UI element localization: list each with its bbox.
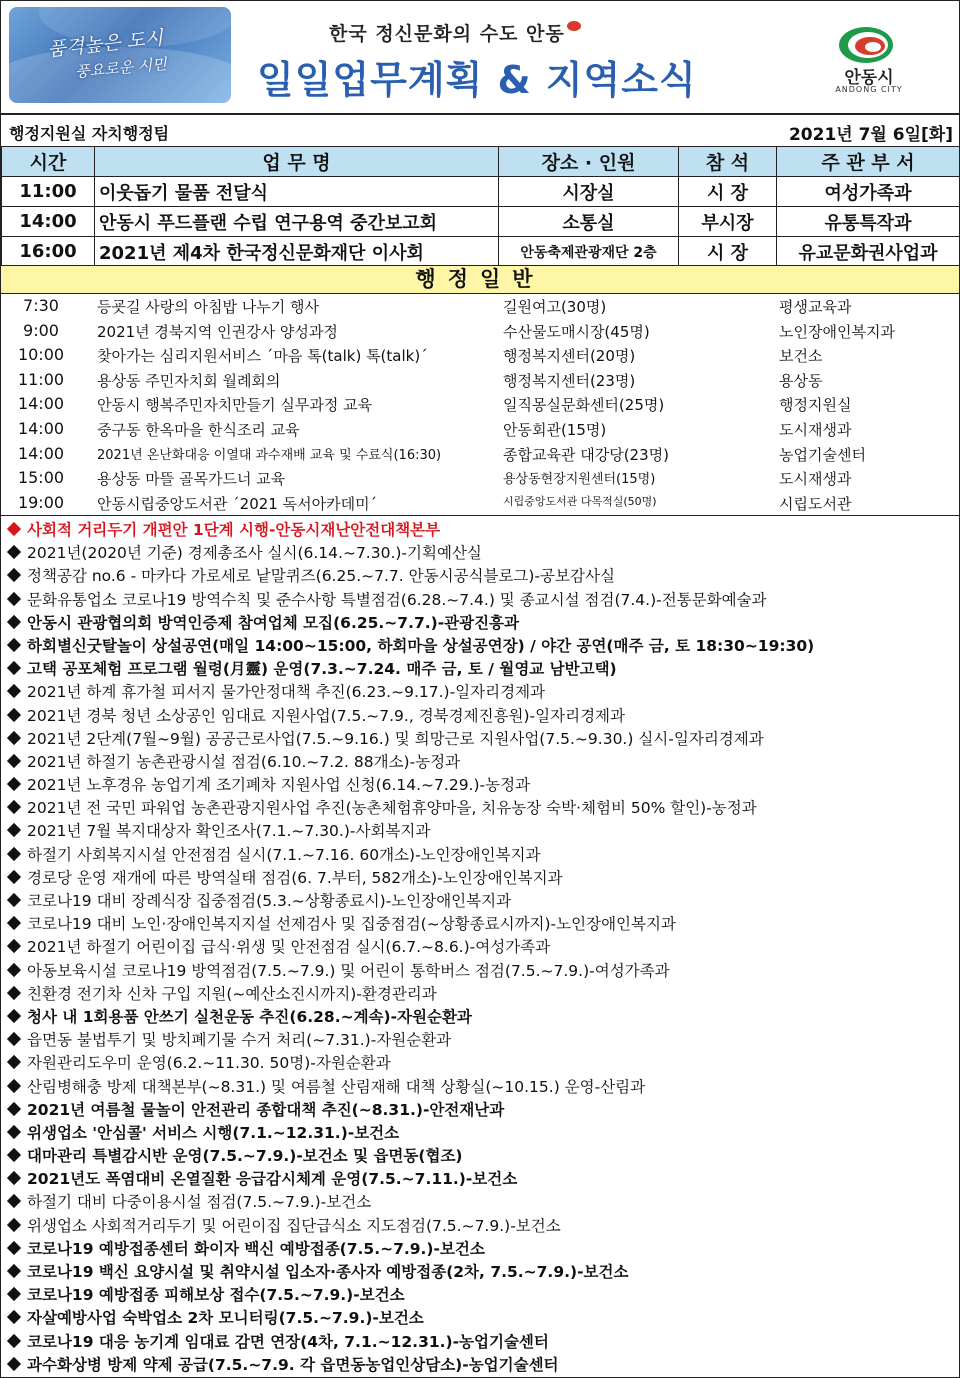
news-text: 2021년 전 국민 파워업 농촌관광지원사업 추진(농촌체험휴양마을, 치유농장 숙박·체험비 50% 할인)-농정과 [27,799,757,818]
list-item [1,465,959,490]
item-place: 용상동현장지원센터(15명) [503,472,656,488]
cell-attendee: 시 장 [679,237,777,267]
news-text: 2021년 하절기 어린이집 급식·위생 및 안전점검 실시(6.7.~8.6.)-여성가족과 [27,938,551,957]
diamond-bullet-icon [7,1009,21,1023]
diamond-bullet-icon [7,1125,21,1139]
news-text: 과수화상병 방제 약제 공급(7.5.~7.9. 각 읍면동농업인상담소)-농업기술센터 [27,1355,559,1374]
item-dept: 시립도서관 [779,494,852,513]
diamond-bullet-icon [7,1333,21,1347]
diamond-bullet-icon [7,1194,21,1208]
item-dept: 보건소 [779,347,823,366]
diamond-bullet-icon [7,731,21,745]
list-item [6,1354,954,1377]
news-text: 읍면동 불법투기 및 방치폐기물 수거 처리(~7.31.)-자원순환과 [27,1031,452,1050]
news-text: 2021년 2단계(7월~9월) 공공근로사업(7.5.~9.16.) 및 희망근로 지원사업(7.5.~9.30.) 실시-일자리경제과 [27,729,764,748]
item-place: 종합교육관 대강당(23명) [503,445,669,464]
diamond-bullet-icon [7,893,21,907]
item-title: 2021년 온난화대응 이열대 과수재배 교육 및 수료식(16:30) [97,447,442,463]
item-place: 안동회관(15명) [503,420,607,439]
diamond-bullet-icon [7,1357,21,1371]
news-text: 2021년 7월 복지대상자 확인조사(7.1.~7.30.)-사회복지과 [27,822,431,841]
list-item [6,960,954,983]
info-bar [1,113,959,148]
item-time: 10:00 [17,345,65,365]
list-item [6,774,954,797]
table-row [2,207,960,237]
news-text: 안동시 관광협의회 방역인증제 참여업체 모집(6.25.~7.7.)-관광진흥과 [27,613,520,632]
cell-title: 이웃돕기 물품 전달식 [95,177,499,207]
list-item [6,1029,954,1052]
item-dept: 노인장애인복지과 [779,322,895,341]
list-item [6,1261,954,1284]
list-item [6,1168,954,1191]
item-title: 등굣길 사랑의 아침밥 나누기 행사 [97,298,319,316]
news-text: 코로나19 대비 노인·장애인복지지설 선제검사 및 집중점검(~상황종료시까지)-노인장애인복지과 [27,915,676,934]
list-item [6,1331,954,1354]
diamond-bullet-icon [7,870,21,884]
news-text: 정책공감 no.6 - 마카다 가로세로 낱말퀴즈(6.25.~7.7. 안동시공식블로그)-공보감사실 [27,567,615,586]
andong-logo-icon [837,25,895,65]
city-banner-image [9,7,231,103]
cell-dept: 여성가족과 [777,177,960,207]
cell-dept: 유통특작과 [777,207,960,237]
schedule-header-row [2,147,960,177]
item-place: 시립중앙도서관 다목적실(50명) [503,494,657,508]
news-text: 코로나19 예방접종 피해보상 접수(7.5.~7.9.)-보건소 [27,1286,405,1305]
list-item [1,293,959,318]
list-item [6,844,954,867]
news-text: 하절기 사회복지시설 안전점검 실시(7.1.~7.16. 60개소)-노인장애인복지과 [27,845,541,864]
header-attendee: 참 석 [679,147,777,177]
list-item [6,983,954,1006]
diamond-bullet-icon [7,986,21,1000]
list-item [1,416,959,441]
item-dept: 행정지원실 [779,396,852,415]
cell-title: 안동시 푸드플랜 수립 연구용역 중간보고회 [95,207,499,237]
item-place: 행정복지센터(23명) [503,371,636,390]
item-time: 14:00 [17,394,65,414]
news-text: 하절기 대비 다중이용시설 점검(7.5.~7.9.)-보건소 [27,1193,372,1212]
news-text: 2021년 경북 청년 소상공인 임대료 지원사업(7.5.~7.9., 경북경제진흥원)-일자리경제과 [27,706,625,725]
diamond-bullet-icon [7,707,21,721]
diamond-bullet-icon [7,823,21,837]
list-item [6,728,954,751]
item-title: 용상동 주민자치회 월례회의 [97,371,281,390]
item-place: 길원여고(30명) [503,298,607,316]
list-item [6,1284,954,1307]
news-text: 위생업소 사회적거리두기 및 어린이집 집단급식소 지도점검(7.5.~7.9.)-보건소 [27,1216,561,1235]
diamond-bullet-icon [7,568,21,582]
table-row [2,177,960,207]
news-text: 대마관리 특별감시반 운영(7.5.~7.9.)-보건소 및 읍면동(협조) [27,1147,463,1166]
cell-place: 시장실 [499,177,679,207]
table-row [2,237,960,267]
news-list [6,519,954,1377]
list-item [6,589,954,612]
news-text: 2021년 하절기 농촌관광시설 점검(6.10.~7.2. 88개소)-농정과 [27,752,461,771]
item-time: 15:00 [17,468,65,488]
item-title: 2021년 경북지역 인권강사 양성과정 [97,322,338,341]
slogan [329,19,581,46]
news-text: 고택 공포체험 프로그램 월령(月靈) 운영(7.3.~7.24. 매주 금, 토 / 월영교 남반고택) [27,660,617,679]
diamond-bullet-icon [7,1102,21,1116]
diamond-bullet-icon [7,591,21,605]
list-item [6,1215,954,1238]
list-item [6,1122,954,1145]
diamond-bullet-icon [7,916,21,930]
list-item [6,1076,954,1099]
news-text: 자원관리도우미 운영(6.2.~11.30. 50명)-자원순환과 [27,1054,391,1073]
cell-attendee: 시 장 [679,177,777,207]
slogan-text: 한국 정신문화의 수도 안동 [329,23,565,45]
list-item [6,936,954,959]
cell-place: 소통실 [499,207,679,237]
news-text: 아동보육시설 코로나19 방역점검(7.5.~7.9.) 및 어린이 통학버스 점검(7.5.~7.9.)-여성가족과 [27,961,670,980]
header-task: 업 무 명 [95,147,499,177]
diamond-bullet-icon [7,1287,21,1301]
list-item [6,1099,954,1122]
news-text: 사회적 거리두기 개편안 1단계 시행-안동시재난안전대책본부 [27,521,441,539]
logo-subtext: ANDONG CITY [835,85,903,94]
item-title: 안동시립중앙도서관 ´2021 독서아카데미´ [97,494,378,513]
list-item [6,1191,954,1214]
news-text: 2021년도 폭염대비 온열질환 응급감시체계 운영(7.5.~7.11.)-보건소 [27,1170,518,1189]
general-list [1,293,959,514]
diamond-bullet-icon [7,1310,21,1324]
slogan-mark-icon [567,21,581,31]
news-text: 문화유통업소 코로나19 방역수칙 및 준수사항 특별점검(6.28.~7.4.) 및 종교시설 점검(7.4.)-전통문화예술과 [27,590,767,609]
section-divider [1,515,959,516]
list-item [6,797,954,820]
cell-time: 16:00 [2,237,95,267]
list-item [6,658,954,681]
diamond-bullet-icon [7,638,21,652]
date: 2021년 7월 6일[화] [788,125,953,145]
list-item [6,1307,954,1330]
general-section-header: 행정일반 [1,265,959,294]
item-time: 19:00 [17,492,65,512]
cell-time: 11:00 [2,177,95,207]
news-text: 코로나19 백신 요양시설 및 취약시설 입소자·종사자 예방접종(2차, 7.5.~7.9.)-보건소 [27,1263,629,1281]
organization: 행정지원실 자치행정팀 [9,124,170,143]
diamond-bullet-icon [7,545,21,559]
item-place: 일직몽실문화센터(25명) [503,396,665,415]
page-title: 일일업무계획 & 지역소식 [257,58,697,102]
news-text: 하회별신굿탈놀이 상설공연(매일 14:00~15:00, 하회마을 상설공연장) / 야간 공연(매주 금, 토 18:30~19:30) [27,636,815,655]
diamond-bullet-icon [7,1241,21,1255]
diamond-bullet-icon [7,615,21,629]
list-item [6,705,954,728]
news-text: 청사 내 1회용품 안쓰기 실천운동 추진(6.28.~계속)-자원순환과 [27,1007,472,1026]
item-title: 찾아가는 심리지원서비스 ´마음 톡(talk) 톡(talk)´ [97,347,428,366]
list-item [6,751,954,774]
list-item [6,890,954,913]
news-text: 코로나19 대응 농기계 임대료 감면 연장(4차, 7.1.~12.31.)-농업기술센터 [27,1332,549,1351]
news-text: 자살예방사업 숙박업소 2차 모니터링(7.5.~7.9.)-보건소 [27,1309,424,1328]
list-item [1,490,959,515]
list-item [6,1238,954,1261]
cell-attendee: 부시장 [679,207,777,237]
item-dept: 도시재생과 [779,420,852,439]
news-text: 코로나19 예방접종센터 화이자 백신 예방접종(7.5.~7.9.)-보건소 [27,1239,485,1258]
list-item [6,820,954,843]
item-time: 9:00 [23,320,59,340]
news-text: 경로당 운영 재개에 따른 방역실태 점검(6. 7.부터, 582개소)-노인장애인복지과 [27,868,563,887]
list-item [6,542,954,565]
list-item [6,681,954,704]
item-title: 중구동 한옥마을 한식조리 교육 [97,420,300,439]
diamond-bullet-icon [7,1171,21,1185]
schedule-table [1,146,960,267]
diamond-bullet-icon [7,1078,21,1092]
list-item [6,1052,954,1075]
diamond-bullet-icon [7,684,21,698]
header-place: 장소 · 인원 [499,147,679,177]
item-time: 14:00 [17,443,65,463]
header-dept: 주 관 부 서 [777,147,960,177]
diamond-bullet-icon [7,661,21,675]
item-dept: 도시재생과 [779,470,852,489]
list-item [6,1145,954,1168]
news-text: 위생업소 '안심콜' 서비스 시행(7.1.~12.31.)-보건소 [27,1123,400,1142]
diamond-bullet-icon [7,522,21,536]
list-item [1,318,959,343]
diamond-bullet-icon [7,754,21,768]
news-text: 친환경 전기차 신차 구입 지원(~예산소진시까지)-환경관리과 [27,984,437,1003]
diamond-bullet-icon [7,1055,21,1069]
item-place: 행정복지센터(20명) [503,347,636,366]
item-dept: 농업기술센터 [779,445,866,464]
diamond-bullet-icon [7,1264,21,1278]
banner-line2: 풍요로운 시민 [74,55,168,81]
list-item [1,441,959,466]
news-text: 코로나19 대비 장례식장 집중점검(5.3.~상황종료시)-노인장애인복지과 [27,892,512,910]
list-item [1,391,959,416]
banner-line1: 품격높은 도시 [46,26,165,62]
list-item [6,1006,954,1029]
news-text: 2021년(2020년 기준) 경제총조사 실시(6.14.~7.30.)-기획예산실 [27,544,482,563]
header-time: 시간 [2,147,95,177]
item-dept: 평생교육과 [779,298,852,316]
diamond-bullet-icon [7,1218,21,1232]
header [1,1,959,111]
cell-place: 안동축제관광재단 2층 [499,237,679,267]
news-text: 2021년 여름철 물놀이 안전관리 종합대책 추진(~8.31.)-안전재난과 [27,1100,505,1119]
list-item [1,367,959,392]
diamond-bullet-icon [7,777,21,791]
cell-dept: 유교문화권사업과 [777,237,960,267]
list-item [1,342,959,367]
cell-title: 2021년 제4차 한국정신문화재단 이사회 [95,237,499,267]
diamond-bullet-icon [7,939,21,953]
list-item [6,612,954,635]
news-text: 산림병해충 방제 대책본부(~8.31.) 및 여름철 산림재해 대책 상황실(~10.15.) 운영-산림과 [27,1077,646,1096]
list-item [6,519,954,542]
diamond-bullet-icon [7,1148,21,1162]
item-time: 11:00 [17,369,65,389]
list-item [6,565,954,588]
logo-text: 안동시 [844,68,894,88]
item-title: 용상동 마뜰 골목가드너 교육 [97,470,286,489]
diamond-bullet-icon [7,1032,21,1046]
diamond-bullet-icon [7,847,21,861]
diamond-bullet-icon [7,800,21,814]
item-place: 수산물도매시장(45명) [503,322,650,341]
item-title: 안동시 행복주민자치만들기 실무과정 교육 [97,396,373,415]
list-item [6,867,954,890]
item-time: 7:30 [23,296,59,315]
diamond-bullet-icon [7,962,21,976]
item-dept: 용상동 [779,371,823,390]
cell-time: 14:00 [2,207,95,237]
news-text: 2021년 노후경유 농업기계 조기폐차 지원사업 신청(6.14.~7.29.)-농정과 [27,776,531,795]
list-item [6,635,954,658]
list-item [6,913,954,936]
news-text: 2021년 하계 휴가철 피서지 물가안정대책 추진(6.23.~9.17.)-일자리경제과 [27,683,546,702]
item-time: 14:00 [17,418,65,438]
